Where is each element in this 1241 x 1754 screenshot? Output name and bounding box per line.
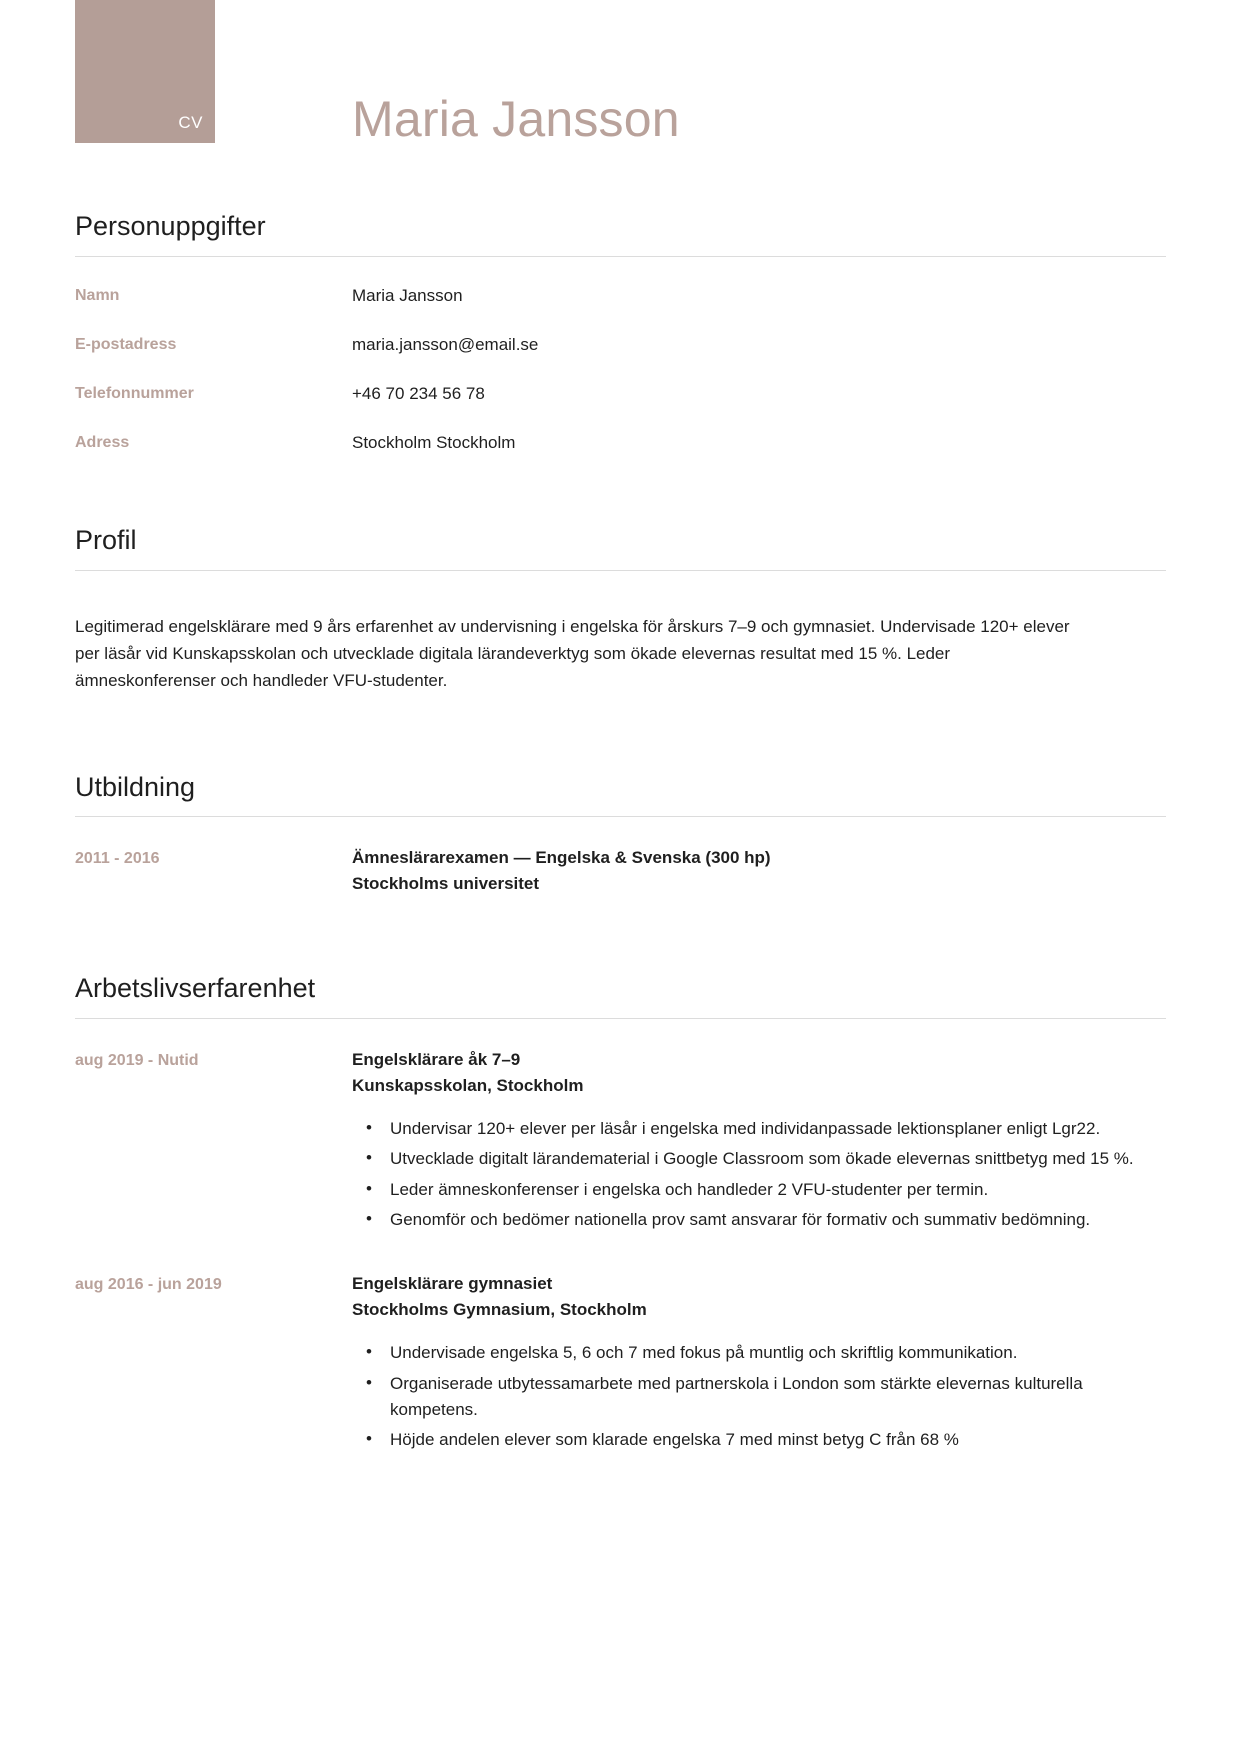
entry-period: aug 2019 - Nutid <box>75 1052 199 1070</box>
section-profile <box>75 526 1166 694</box>
entry-bullet: • Höjde andelen elever som klarade engelska 7 med minst betyg C från 68 % <box>388 1427 1166 1453</box>
section-divider <box>75 570 1166 571</box>
section-title-profile: Profil <box>75 525 137 556</box>
entry-subtitle: Stockholms Gymnasium, Stockholm <box>352 1299 647 1319</box>
section-personal-details <box>75 212 1166 454</box>
work-experience-entry <box>75 1047 1166 1237</box>
entry-bullet: • Utvecklade digitalt lärandematerial i Google Classroom som ökade elevernas snittbetyg med 15 %. <box>388 1146 1166 1172</box>
entry-body <box>352 845 1166 896</box>
section-title-work-experience: Arbetslivserfarenhet <box>75 973 316 1004</box>
detail-row <box>75 383 1166 406</box>
detail-value: +46 70 234 56 78 <box>352 383 485 403</box>
education-entries <box>75 817 1166 896</box>
work-experience-entries <box>75 1019 1166 1458</box>
entry-subtitle: Stockholms universitet <box>352 873 540 893</box>
entry-bullet-list <box>352 1116 1166 1233</box>
entry-bullet: • Genomför och bedömer nationella prov samt ansvarar för formativ och summativ bedömning. <box>388 1207 1166 1233</box>
cv-header <box>0 0 1241 200</box>
section-education <box>75 773 1166 897</box>
entry-body <box>352 1271 1166 1457</box>
entry-bullet: • Undervisar 120+ elever per läsår i engelska med individanpassade lektionsplaner enligt Lgr22. <box>388 1116 1166 1142</box>
detail-label: Telefonnummer <box>75 384 194 402</box>
entry-subtitle: Kunskapsskolan, Stockholm <box>352 1075 584 1095</box>
section-work-experience <box>75 974 1166 1457</box>
detail-label: Namn <box>75 286 120 304</box>
detail-label: Adress <box>75 433 130 451</box>
entry-bullet: • Leder ämneskonferenser i engelska och handleder 2 VFU-studenter per termin. <box>388 1177 1166 1203</box>
cv-badge <box>75 0 215 143</box>
entry-bullet-list <box>352 1340 1166 1453</box>
detail-value: maria.jansson@email.se <box>352 334 539 354</box>
cv-badge-label: CV <box>178 113 203 132</box>
profile-summary-text: Legitimerad engelsklärare med 9 års erfarenhet av undervisning i engelska för årskurs 7–9 och gymnasiet. Undervisade 120+ elever per läsår vid Kunskapsskolan och utvecklade digitala lärandeverktyg som ökade elevernas resultat med 15 %. Leder ämneskonferenser och handleder VFU-studenter. <box>75 617 1070 690</box>
detail-value: Maria Jansson <box>352 285 463 305</box>
entry-title: Engelsklärare gymnasiet <box>352 1274 553 1294</box>
entry-bullet: • Organiserade utbytessamarbete med partnerskola i London som stärkte elevernas kulturella kompetens. <box>388 1371 1166 1424</box>
detail-row <box>75 285 1166 308</box>
personal-details-rows <box>75 257 1166 455</box>
section-title-personal-details: Personuppgifter <box>75 211 266 241</box>
entry-title: Ämneslärarexamen — Engelska & Svenska (300 hp) <box>352 848 771 868</box>
entry-title: Engelsklärare åk 7–9 <box>352 1050 521 1070</box>
work-experience-entry <box>75 1271 1166 1457</box>
detail-label: E-postadress <box>75 335 177 353</box>
entry-period: 2011 - 2016 <box>75 850 160 868</box>
page-title: Maria Jansson <box>352 91 680 147</box>
detail-row <box>75 432 1166 455</box>
section-title-education: Utbildning <box>75 771 196 802</box>
detail-value: Stockholm Stockholm <box>352 432 516 452</box>
entry-body <box>352 1047 1166 1237</box>
education-entry <box>75 845 1166 896</box>
detail-row <box>75 334 1166 357</box>
entry-bullet: • Undervisade engelska 5, 6 och 7 med fokus på muntlig och skriftlig kommunikation. <box>388 1340 1166 1366</box>
entry-period: aug 2016 - jun 2019 <box>75 1276 222 1294</box>
